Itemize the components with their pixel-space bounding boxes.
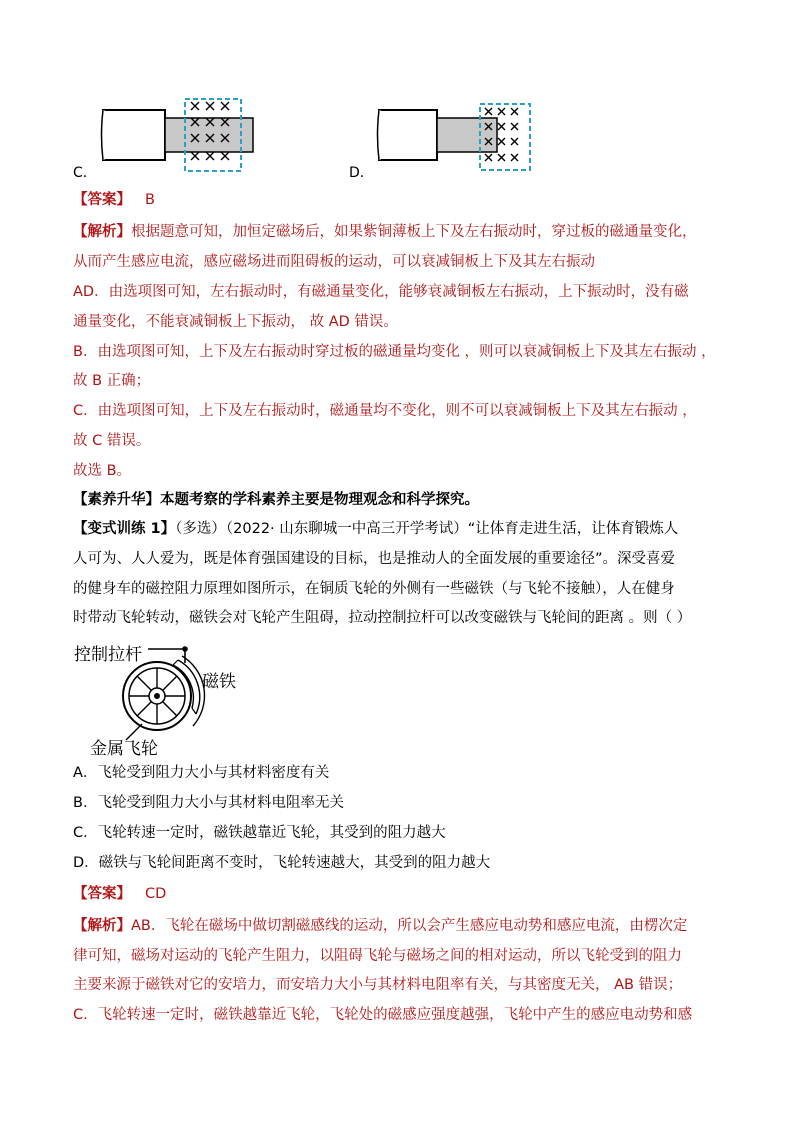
lever-label: 控制拉杆 (74, 645, 142, 665)
variant-tag: 【变式训练 1】 (73, 521, 176, 537)
analysis-2-line-2: 律可知，磁场对运动的飞轮产生阻力，以阻碍飞轮与磁场之间的相对运动，所以飞轮受到的阻力 (73, 948, 682, 964)
analysis-1-line-8: 故 C 错误。 (73, 433, 151, 449)
variant-line-3: 的健身车的磁控阻力原理如图所示，在铜质飞轮的外侧有一些磁铁（与飞轮不接触），人在健身 (73, 581, 675, 597)
variant-line-1: 【变式训练 1】（多选）（2022· 山东聊城一中高三开学考试）“让体育走进生活，让体育锻炼人 (73, 521, 679, 537)
option-b: B．飞轮受到阻力大小与其材料电阻率无关 (73, 795, 344, 811)
analysis-2-line-3: 主要来源于磁铁对它的安培力，而安培力大小与其材料电阻率有关，与其密度无关， AB 错误； (73, 977, 683, 993)
wheel-label: 金属飞轮 (90, 739, 158, 759)
answer-value: B (145, 192, 155, 208)
analysis-1-line-1: 【解析】根据题意可知，加恒定磁场后，如果紫铜薄板上下及左右振动时，穿过板的磁通量变化， (73, 224, 697, 240)
magnet-label: 磁铁 (202, 672, 236, 692)
literacy-line: 【素养升华】本题考察的学科素养主要是物理观念和科学探究。 (73, 492, 479, 508)
analysis-1-line-9: 故选 B。 (73, 463, 132, 479)
analysis-1-line-2: 从而产生感应电流，感应磁场进而阻碍板的运动，可以衰减铜板上下及其左右振动 (73, 254, 595, 270)
variant-line-2: 人可为、人人爱为，既是体育强国建设的目标，也是推动人的全面发展的重要途径”。深受喜爱 (73, 551, 676, 567)
option-a: A．飞轮受到阻力大小与其材料密度有关 (73, 765, 330, 781)
analysis-1-line-5: B．由选项图可知，上下及左右振动时穿过板的磁通量均变化 ，则可以衰减铜板上下及其左右振动 ， (73, 344, 716, 360)
answer-value: CD (145, 886, 167, 902)
analysis-tag: 【解析】 (73, 918, 131, 934)
option-d: D．磁铁与飞轮间距离不变时，飞轮转速越大，其受到的阻力越大 (73, 855, 491, 871)
figure-option-c (100, 96, 260, 176)
analysis-1-line-3: AD．由选项图可知，左右振动时，有磁通量变化，能够衰减铜板左右振动，上下振动时，没有磁 (73, 284, 689, 300)
answer-2 (73, 884, 166, 904)
analysis-1-line-7: C．由选项图可知，上下及左右振动时，磁通量均不变化，则不可以衰减铜板上下及其左右振动 ， (73, 403, 697, 419)
analysis-2-line-4: C．飞轮转速一定时，磁铁越靠近飞轮，飞轮处的磁感应强度越强，飞轮中产生的感应电动势和感 (73, 1007, 693, 1023)
analysis-1-line-4: 通量变化，不能衰减铜板上下振动， 故 AD 错误。 (73, 314, 398, 330)
figure-d-label: D． (349, 165, 374, 181)
analysis-1-line-6: 故 B 正确； (73, 373, 151, 389)
variant-line-4: 时带动飞轮转动，磁铁会对飞轮产生阻碍，拉动控制拉杆可以改变磁铁与飞轮间的距离 。则（ ） (73, 610, 692, 626)
figure-option-d (376, 100, 536, 176)
analysis-tag: 【解析】 (73, 224, 131, 240)
literacy-tag: 【素养升华】 (73, 492, 160, 508)
answer-1 (73, 190, 155, 210)
answer-tag: 【答案】 (73, 192, 131, 208)
analysis-2-line-1: 【解析】AB．飞轮在磁场中做切割磁感线的运动，所以会产生感应电动势和感应电流，由楞次定 (73, 918, 688, 934)
answer-tag: 【答案】 (73, 886, 131, 902)
figure-c-label: C． (73, 165, 97, 181)
option-c: C．飞轮转速一定时，磁铁越靠近飞轮，其受到的阻力越大 (73, 825, 446, 841)
